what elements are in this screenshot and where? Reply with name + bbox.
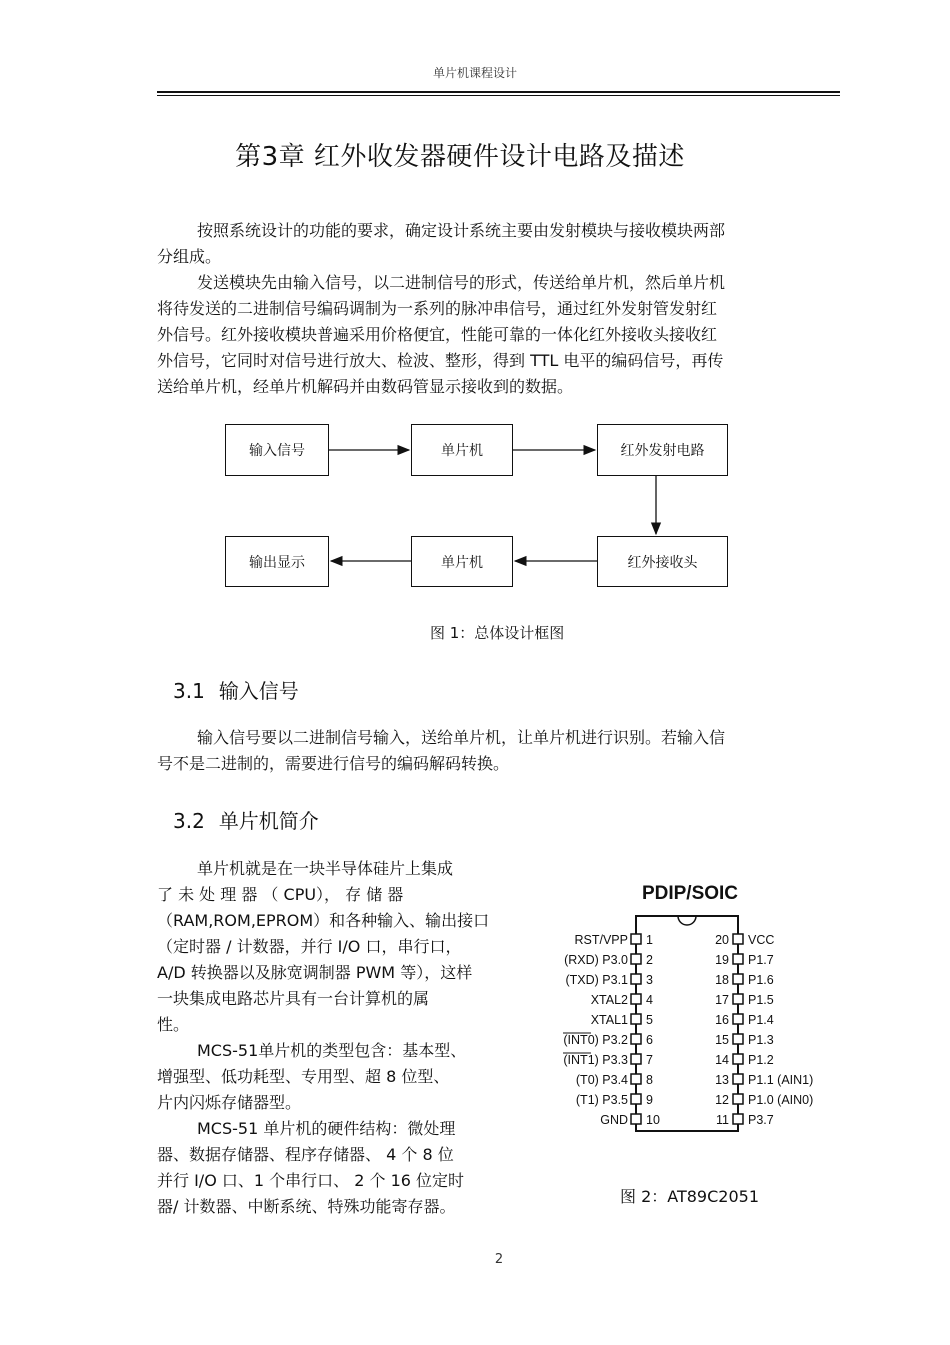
page-number: 2 <box>494 1252 504 1267</box>
chip-pin-left <box>631 954 641 964</box>
text-line: （定时器 / 计数器，并行 I/O 口，串行口， <box>157 937 462 956</box>
chip-pin-right <box>733 1014 743 1024</box>
chip-pin-number: 14 <box>715 1053 729 1067</box>
chip-pin-left <box>631 974 641 984</box>
chip-pin-name: (RXD) P3.0 <box>564 953 628 967</box>
chip-pin-left <box>631 1074 641 1084</box>
chip-pin-name: (T1) P3.5 <box>575 1093 628 1107</box>
text-line: 片内闪烁存储器型。 <box>157 1093 302 1112</box>
chip-pin-number: 10 <box>646 1113 660 1127</box>
chip-pin-number: 20 <box>715 933 729 947</box>
flow-box-mcu-bottom: 单片机 <box>411 536 513 587</box>
chip-pin-left <box>631 1114 641 1124</box>
text-line: （RAM,ROM,EPROM）和各种输入、输出接口 <box>157 911 490 930</box>
chapter-title: 第3章 红外收发器硬件设计电路及描述 <box>235 142 685 172</box>
chip-pin-number: 3 <box>646 973 653 987</box>
chip-notch <box>678 916 696 925</box>
figure-1-caption: 图 1：总体设计框图 <box>430 624 565 642</box>
text-line: MCS-51单片机的类型包含：基本型、 <box>197 1041 467 1060</box>
chip-pin-number: 16 <box>715 1013 729 1027</box>
chip-pin-right <box>733 954 743 964</box>
chip-pin-name: RST/VPP <box>574 933 628 947</box>
section-title-text: 单片机简介 <box>218 809 319 833</box>
chip-pin-name: XTAL2 <box>590 993 628 1007</box>
chip-pin-number: 17 <box>715 993 729 1007</box>
chip-pin-left <box>631 1094 641 1104</box>
chip-pin-name: P1.1 (AIN1) <box>748 1073 814 1087</box>
section-number: 3.1 <box>173 679 205 703</box>
chip-pin-number: 4 <box>646 993 653 1007</box>
flow-box-input: 输入信号 <box>225 424 329 476</box>
chip-pin-name: P1.7 <box>748 953 774 967</box>
text-line: 器/ 计数器、中断系统、特殊功能寄存器。 <box>157 1197 456 1216</box>
chip-pin-right <box>733 994 743 1004</box>
text-line: 器、数据存储器、程序存储器、 4 个 8 位 <box>157 1145 454 1164</box>
chip-pin-name: (INT1) P3.3 <box>563 1053 628 1067</box>
chip-pin-number: 8 <box>646 1073 653 1087</box>
text-line: 增强型、低功耗型、专用型、超 8 位型、 <box>157 1067 450 1086</box>
text-line: 分组成。 <box>157 247 222 266</box>
text-line: 并行 I/O 口、1 个串行口、 2 个 16 位定时 <box>157 1171 465 1190</box>
chip-pin-right <box>733 1114 743 1124</box>
flow-box-output-display: 输出显示 <box>225 536 329 587</box>
chip-pin-right <box>733 1054 743 1064</box>
text-line: MCS-51 单片机的硬件结构：微处理 <box>197 1119 456 1138</box>
chip-pin-number: 6 <box>646 1033 653 1047</box>
chip-pin-name: XTAL1 <box>590 1013 628 1027</box>
chip-pin-name: GND <box>600 1113 628 1127</box>
section-3-1-heading <box>173 675 299 704</box>
chip-pin-name: P3.7 <box>748 1113 774 1127</box>
chip-pin-name: (INT0) P3.2 <box>563 1033 628 1047</box>
chip-pin-left <box>631 1014 641 1024</box>
chip-pin-name: P1.2 <box>748 1053 774 1067</box>
chip-pin-name: VCC <box>748 933 775 947</box>
chip-pin-number: 5 <box>646 1013 653 1027</box>
at89c2051-pinout-diagram <box>555 875 845 1145</box>
text-line: 单片机就是在一块半导体硅片上集成 <box>197 859 454 878</box>
text-line: 外信号。红外接收模块普遍采用价格便宜，性能可靠的一体化红外接收头接收红 <box>157 325 718 344</box>
text-line: 一块集成电路芯片具有一台计算机的属 <box>157 989 430 1008</box>
chip-pin-number: 12 <box>715 1093 729 1107</box>
flowchart-arrows <box>0 0 950 620</box>
text-line: 送给单片机，经单片机解码并由数码管显示接收到的数据。 <box>157 377 574 396</box>
section-title-text: 输入信号 <box>218 679 299 703</box>
chip-pin-name: P1.6 <box>748 973 774 987</box>
text-line: A/D 转换器以及脉宽调制器 PWM 等），这样 <box>157 963 473 982</box>
chip-pin-left <box>631 1034 641 1044</box>
text-line: 了 未 处 理 器 （ CPU）， 存 储 器 <box>157 885 404 904</box>
flow-box-ir-receiver: 红外接收头 <box>597 536 728 587</box>
chip-pin-right <box>733 1074 743 1084</box>
section-number: 3.2 <box>173 809 205 833</box>
section-3-2-paragraph-1 <box>157 856 507 1220</box>
text-line: 发送模块先由输入信号，以二进制信号的形式，传送给单片机，然后单片机 <box>197 273 726 292</box>
text-line: 号不是二进制的，需要进行信号的编码解码转换。 <box>157 754 510 773</box>
section-3-2-heading <box>173 805 319 834</box>
chip-pin-number: 2 <box>646 953 653 967</box>
flow-box-ir-transmitter: 红外发射电路 <box>597 424 728 476</box>
section-3-1-paragraph <box>157 725 817 777</box>
chip-pin-name: P1.0 (AIN0) <box>748 1093 814 1107</box>
chip-pin-number: 15 <box>715 1033 729 1047</box>
running-header: 单片机课程设计 <box>432 66 517 80</box>
chip-pin-left <box>631 1054 641 1064</box>
chip-pin-number: 7 <box>646 1053 653 1067</box>
chip-pin-right <box>733 974 743 984</box>
chip-pin-number: 9 <box>646 1093 653 1107</box>
chip-pin-right <box>733 1094 743 1104</box>
text-line: 按照系统设计的功能的要求，确定设计系统主要由发射模块与接收模块两部 <box>197 221 726 240</box>
chip-pin-right <box>733 934 743 944</box>
chip-pin-left <box>631 934 641 944</box>
chip-pin-name: P1.3 <box>748 1033 774 1047</box>
chip-pin-number: 11 <box>716 1113 729 1127</box>
text-line: 外信号，它同时对信号进行放大、检波、整形，得到 TTL 电平的编码信号，再传 <box>157 351 724 370</box>
chip-pin-number: 19 <box>715 953 729 967</box>
text-line: 性。 <box>157 1015 190 1034</box>
chip-pin-name: P1.4 <box>748 1013 774 1027</box>
flow-box-mcu-top: 单片机 <box>411 424 513 476</box>
chip-pin-number: 1 <box>646 933 653 947</box>
chip-pin-left <box>631 994 641 1004</box>
chip-pin-name: (T0) P3.4 <box>575 1073 628 1087</box>
text-line: 输入信号要以二进制信号输入，送给单片机，让单片机进行识别。若输入信 <box>197 728 726 747</box>
chip-pin-number: 18 <box>715 973 729 987</box>
chip-package-label: PDIP/SOIC <box>641 883 739 904</box>
chip-pin-number: 13 <box>715 1073 729 1087</box>
text-line: 将待发送的二进制信号编码调制为一系列的脉冲串信号，通过红外发射管发射红 <box>157 299 718 318</box>
figure-2-caption: 图 2：AT89C2051 <box>620 1187 759 1206</box>
chip-pin-name: P1.5 <box>748 993 774 1007</box>
chip-pin-name: (TXD) P3.1 <box>565 973 628 987</box>
chip-pin-right <box>733 1034 743 1044</box>
chip-pins <box>563 933 813 1127</box>
